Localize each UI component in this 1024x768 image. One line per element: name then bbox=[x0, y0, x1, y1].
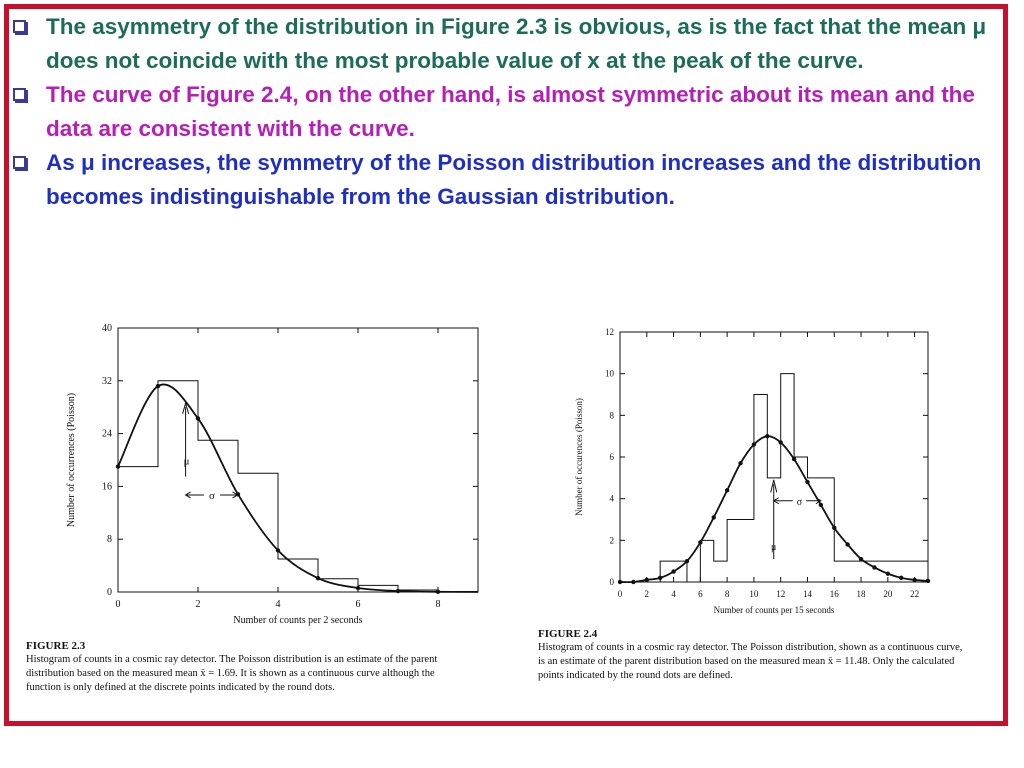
y-tick-label: 2 bbox=[609, 535, 614, 546]
caption-line: distribution based on the measured mean x̄ = 1.69. It is shown as a continuous curve although the bbox=[26, 668, 435, 679]
x-tick-label: 12 bbox=[776, 589, 786, 599]
caption-line: points indicated by the round dots are defined. bbox=[538, 670, 733, 681]
mu-label: μ bbox=[771, 542, 777, 554]
x-tick-label: 0 bbox=[617, 589, 623, 599]
data-point bbox=[778, 440, 782, 444]
y-tick-label: 8 bbox=[107, 534, 112, 546]
figure-2-3-caption bbox=[26, 639, 506, 695]
data-point bbox=[832, 526, 836, 530]
x-tick-label: 8 bbox=[724, 589, 730, 599]
x-tick-label: 4 bbox=[671, 589, 676, 599]
x-tick-label: 10 bbox=[749, 589, 759, 599]
data-point bbox=[738, 461, 742, 465]
checkbox-bullet-icon bbox=[13, 20, 26, 33]
bullet-item bbox=[8, 78, 998, 146]
x-tick-label: 0 bbox=[115, 599, 121, 610]
y-tick-label: 12 bbox=[605, 327, 614, 337]
x-tick-label: 16 bbox=[829, 589, 839, 599]
data-point bbox=[712, 515, 716, 519]
x-axis-label: Number of counts per 15 seconds bbox=[713, 605, 835, 615]
y-tick-label: 16 bbox=[102, 481, 112, 493]
data-point bbox=[805, 480, 809, 484]
y-tick-label: 24 bbox=[102, 428, 112, 440]
data-point bbox=[765, 434, 769, 438]
bullet-text: As μ increases, the symmetry of the Poisson distribution increases and the distribution becomes indistinguishable from the Gaussian distribution. bbox=[46, 150, 982, 209]
x-tick-label: 6 bbox=[355, 599, 361, 610]
data-point bbox=[316, 576, 320, 580]
data-point bbox=[685, 559, 689, 563]
data-point bbox=[618, 580, 622, 584]
sigma-label: σ bbox=[796, 496, 803, 508]
data-point bbox=[658, 576, 662, 580]
y-tick-label: 10 bbox=[605, 368, 614, 379]
x-tick-label: 8 bbox=[435, 599, 441, 610]
data-point bbox=[872, 565, 876, 569]
figure-2-4-caption bbox=[538, 627, 978, 683]
bullet-list bbox=[8, 10, 998, 214]
x-tick-label: 2 bbox=[644, 589, 650, 599]
histogram-outline bbox=[118, 381, 438, 592]
caption-line: Histogram of counts in a cosmic ray detector. The Poisson distribution is an estimate of the parent bbox=[26, 654, 438, 665]
data-point bbox=[792, 457, 796, 461]
y-tick-label: 0 bbox=[609, 577, 614, 587]
sigma-label: σ bbox=[209, 489, 215, 502]
x-tick-label: 6 bbox=[698, 589, 703, 599]
checkbox-bullet-icon bbox=[13, 156, 26, 169]
caption-line: is an estimate of the parent distribution based on the measured mean x̄ = 11.48. Only the calculated bbox=[538, 656, 955, 667]
data-point bbox=[698, 540, 702, 544]
data-point bbox=[819, 503, 823, 507]
histogram-outline bbox=[660, 374, 928, 582]
y-tick-label: 8 bbox=[609, 410, 614, 421]
plot-frame bbox=[118, 328, 478, 592]
data-point bbox=[886, 571, 890, 575]
y-axis-label: Number of occurrences (Poisson) bbox=[66, 392, 77, 528]
y-axis-label: Number of occurences (Poisson) bbox=[574, 398, 584, 516]
figure-2-3-chart bbox=[60, 318, 490, 630]
data-point bbox=[926, 579, 930, 583]
data-point bbox=[356, 586, 360, 590]
data-point bbox=[436, 590, 440, 594]
x-tick-label: 14 bbox=[802, 589, 812, 599]
data-point bbox=[725, 488, 729, 492]
poisson-curve bbox=[118, 384, 478, 592]
y-tick-label: 32 bbox=[102, 375, 112, 387]
data-point bbox=[859, 557, 863, 561]
y-tick-label: 40 bbox=[102, 323, 112, 334]
checkbox-bullet-icon bbox=[13, 88, 26, 101]
caption-title: FIGURE 2.3 bbox=[26, 640, 86, 652]
data-point bbox=[671, 569, 675, 573]
x-tick-label: 2 bbox=[195, 599, 201, 610]
x-axis-label: Number of counts per 2 seconds bbox=[233, 615, 363, 626]
y-tick-label: 4 bbox=[609, 493, 614, 504]
data-point bbox=[196, 416, 200, 420]
bullet-text: The curve of Figure 2.4, on the other hand, is almost symmetric about its mean and the data are consistent with the curve. bbox=[46, 82, 975, 141]
data-point bbox=[116, 464, 120, 468]
data-point bbox=[156, 384, 160, 388]
x-tick-label: 20 bbox=[883, 589, 893, 599]
figure-2-4-chart bbox=[568, 320, 938, 615]
x-tick-label: 18 bbox=[856, 589, 866, 599]
caption-line: function is only defined at the discrete points indicated by the round dots. bbox=[26, 682, 335, 693]
x-tick-label: 4 bbox=[275, 599, 281, 610]
data-point bbox=[912, 578, 916, 582]
mu-label: μ bbox=[183, 455, 190, 468]
data-point bbox=[276, 548, 280, 552]
data-point bbox=[752, 442, 756, 446]
data-point bbox=[899, 576, 903, 580]
data-point bbox=[631, 580, 635, 584]
data-point bbox=[845, 542, 849, 546]
data-point bbox=[396, 589, 400, 593]
data-point bbox=[645, 578, 649, 582]
caption-line: Histogram of counts in a cosmic ray detector. The Poisson distribution, shown as a continuous curve, bbox=[538, 642, 963, 653]
bullet-item bbox=[8, 146, 998, 214]
bullet-text: The asymmetry of the distribution in Figure 2.3 is obvious, as is the fact that the mean μ does not coincide with the most probable value of x at the peak of the curve. bbox=[46, 14, 987, 73]
y-tick-label: 6 bbox=[609, 452, 614, 462]
x-tick-label: 22 bbox=[910, 589, 920, 599]
bullet-item bbox=[8, 10, 998, 78]
y-tick-label: 0 bbox=[107, 587, 112, 598]
caption-title: FIGURE 2.4 bbox=[538, 628, 598, 640]
